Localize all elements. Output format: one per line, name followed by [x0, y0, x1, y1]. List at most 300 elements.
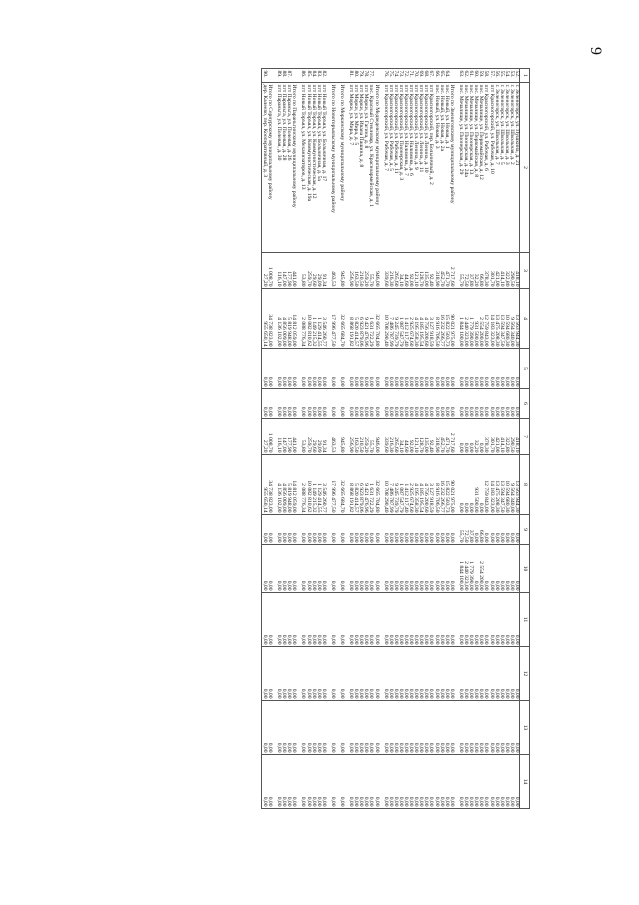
value-cell: 463,53: [330, 253, 335, 289]
value-cell: 0,00: [281, 593, 286, 647]
value-cell: 0,00: [434, 701, 439, 755]
value-cell: 0,00: [373, 593, 378, 647]
value-cell: 0,00: [483, 647, 488, 701]
value-cell: 0,00: [408, 755, 413, 809]
value-cell: 0,00: [373, 755, 378, 809]
value-cell: 0,00: [418, 545, 423, 593]
value-cell: 946,00: [373, 419, 378, 455]
value-cell: 0,00: [363, 545, 368, 593]
value-cell: 0,00: [423, 545, 428, 593]
value-cell: 10 594 680,30: [504, 289, 509, 349]
value-cell: 301,70: [488, 253, 493, 289]
value-cell: 32 665 704,80: [373, 455, 378, 515]
value-cell: 0,00: [403, 647, 408, 701]
value-cell: 0,00: [363, 389, 368, 419]
value-cell: 66,80: [478, 253, 483, 289]
value-cell: 0,00: [281, 349, 286, 389]
value-cell: 5 819 948,00: [286, 455, 291, 515]
value-cell: 0,00: [368, 545, 373, 593]
value-cell: 0,00: [353, 389, 358, 419]
value-cell: 7 486 787,99: [388, 455, 393, 515]
value-cell: 177,90: [286, 253, 291, 289]
address-cell: Итого по Медведевскому муниципальному району: [373, 83, 378, 253]
value-cell: 0,00: [434, 545, 439, 593]
table-row: [276, 69, 281, 809]
value-cell: 0,00: [393, 647, 398, 701]
value-cell: 339,60: [383, 253, 388, 289]
value-cell: 2 717,60: [449, 253, 454, 289]
value-cell: 0,00: [458, 389, 463, 419]
value-cell: 177,90: [286, 419, 291, 455]
value-cell: 339,60: [383, 419, 388, 455]
value-cell: 0,00: [514, 515, 520, 545]
value-cell: 0,00: [286, 593, 291, 647]
value-cell: 13 475 208,30: [494, 289, 499, 349]
value-cell: 0,00: [473, 545, 478, 593]
value-cell: 0,00: [449, 389, 454, 419]
value-cell: 1 087 547,79: [398, 289, 403, 349]
value-cell: 0,00: [449, 349, 454, 389]
value-cell: 0,00: [393, 349, 398, 389]
address-cell: пгт Красногорский, ул. Ленина, д. 9: [413, 83, 418, 253]
row-number-cell: 86.: [300, 69, 305, 83]
value-cell: 27,20: [261, 253, 267, 289]
address-cell: Итого по Моркинскому муниципальному району: [339, 83, 344, 253]
value-cell: 0,00: [403, 389, 408, 419]
value-cell: 0,00: [300, 389, 305, 419]
value-cell: 44,60: [403, 253, 408, 289]
address-cell: пгт Красногорский, ул. Налимова, д. 7: [403, 83, 408, 253]
value-cell: 0,00: [439, 389, 444, 419]
address-cell: Итого по Параньгинскому муниципальному району: [291, 83, 296, 253]
value-cell: 2 554 200,00: [478, 289, 483, 349]
row-number-cell: [335, 69, 339, 83]
value-cell: 0,00: [353, 701, 358, 755]
value-cell: 0,00: [353, 755, 358, 809]
value-cell: 0,00: [368, 389, 373, 419]
value-cell: 0,00: [300, 545, 305, 593]
value-cell: 0,00: [358, 647, 363, 701]
value-cell: 1 779 390,00: [468, 289, 473, 349]
value-cell: 0,00: [444, 701, 449, 755]
value-cell: 0,00: [339, 349, 344, 389]
column-header: 7: [520, 419, 530, 455]
value-cell: 0,00: [276, 389, 281, 419]
value-cell: 0,00: [483, 545, 488, 593]
row-number-cell: 62.: [463, 69, 468, 83]
value-cell: 0,00: [388, 701, 393, 755]
value-cell: 0,00: [276, 545, 281, 593]
value-cell: 0,00: [413, 349, 418, 389]
value-cell: 4 756 200,60: [423, 455, 428, 515]
value-cell: 0,00: [300, 755, 305, 809]
value-cell: 147,00: [281, 419, 286, 455]
value-cell: 3 546 260,77: [321, 289, 326, 349]
value-cell: 0,00: [353, 545, 358, 593]
row-number-cell: 68.: [423, 69, 428, 83]
row-number-cell: 79.: [358, 69, 363, 83]
address-cell: пос. Новый, ул. Новая, д. 3: [434, 83, 439, 253]
value-cell: 0,00: [473, 755, 478, 809]
value-cell: 0,00: [339, 389, 344, 419]
value-cell: 29,60: [311, 419, 316, 455]
value-cell: 0,00: [316, 389, 321, 419]
value-cell: 72,50: [463, 515, 468, 545]
value-cell: 163,50: [353, 419, 358, 455]
value-cell: 121,10: [413, 419, 418, 455]
value-cell: 0,00: [473, 593, 478, 647]
value-cell: 0,00: [478, 349, 483, 389]
value-cell: 0,00: [368, 755, 373, 809]
value-cell: 44,60: [403, 419, 408, 455]
value-cell: 0,00: [388, 755, 393, 809]
value-cell: 0,00: [358, 349, 363, 389]
row-number-cell: 87.: [286, 69, 291, 83]
value-cell: 0,00: [514, 701, 520, 755]
value-cell: 0,00: [398, 349, 403, 389]
value-cell: 5 820 414,57: [353, 455, 358, 515]
value-cell: 0,00: [398, 515, 403, 545]
row-number-cell: 55.: [499, 69, 504, 83]
value-cell: 931 500,00: [473, 289, 478, 349]
value-cell: 0,00: [478, 647, 483, 701]
value-cell: 0,00: [383, 647, 388, 701]
value-cell: 9 564 340,00: [509, 289, 514, 349]
value-cell: 2 440 323,00: [463, 545, 468, 593]
value-cell: 955 650,14: [261, 455, 267, 515]
value-cell: 0,00: [478, 701, 483, 755]
address-cell: пгт Морки, ул. Мира, д. 7: [348, 83, 353, 253]
value-cell: 0,00: [373, 545, 378, 593]
column-header: 6: [520, 389, 530, 419]
address-cell: пгт Новый Торъял, ул. Механизаторов, д. 13: [300, 83, 305, 253]
row-number-cell: 52.: [514, 69, 520, 83]
value-cell: 0,00: [439, 701, 444, 755]
value-cell: 116,10: [276, 419, 281, 455]
value-cell: 0,00: [428, 389, 433, 419]
value-cell: 1 149 215,32: [311, 455, 316, 515]
value-cell: 0,00: [468, 455, 473, 515]
value-cell: 1 412 117,40: [403, 289, 408, 349]
value-cell: 14 812 059,00: [291, 289, 296, 349]
value-cell: 0,00: [373, 389, 378, 419]
value-cell: 0,00: [373, 701, 378, 755]
value-cell: 0,00: [368, 593, 373, 647]
value-cell: 0,00: [267, 701, 272, 755]
value-cell: 1 129 414,55: [316, 455, 321, 515]
value-cell: 0,00: [413, 701, 418, 755]
column-header: 8: [520, 455, 530, 515]
value-cell: 0,00: [439, 349, 444, 389]
value-cell: 0,00: [300, 593, 305, 647]
row-number-cell: [330, 69, 335, 83]
row-number-cell: 57.: [488, 69, 493, 83]
value-cell: 0,00: [393, 515, 398, 545]
address-cell: пгт Красногорский, пер. Больничный, д. 2: [428, 83, 433, 253]
row-number-cell: 85.: [305, 69, 310, 83]
value-cell: 0,00: [428, 647, 433, 701]
row-number-cell: 64.: [444, 69, 449, 83]
address-cell: дер. Калеево, пер. Кооперативный, д. 3: [261, 83, 267, 253]
value-cell: 0,00: [383, 515, 388, 545]
value-cell: 0,00: [383, 349, 388, 389]
value-cell: 1 779 390,00: [468, 545, 473, 593]
value-cell: 0,00: [488, 389, 493, 419]
value-cell: 0,00: [348, 389, 353, 419]
value-cell: 0,00: [321, 389, 326, 419]
value-cell: 2 088 776,34: [300, 289, 305, 349]
value-cell: 0,00: [468, 389, 473, 419]
value-cell: 0,00: [403, 593, 408, 647]
value-cell: 0,00: [488, 701, 493, 755]
value-cell: 0,00: [305, 701, 310, 755]
value-cell: 414,10: [499, 419, 504, 455]
value-cell: 1 008,70: [267, 419, 272, 455]
table-row: [291, 69, 296, 809]
value-cell: 0,00: [463, 647, 468, 701]
address-cell: пос. Мочалище, ул. Пионерская, д. 13: [468, 83, 473, 253]
value-cell: 0,00: [428, 593, 433, 647]
value-cell: 0,00: [291, 389, 296, 419]
value-cell: 2 554 200,00: [478, 545, 483, 593]
row-number-cell: [379, 69, 383, 83]
column-header: 3: [520, 253, 530, 289]
address-cell: пгт Красногорский, ул. Ленина, д. 11: [418, 83, 423, 253]
value-cell: 14 812 059,00: [291, 455, 296, 515]
value-cell: 0,00: [473, 389, 478, 419]
value-cell: 27,20: [261, 419, 267, 455]
value-cell: 0,00: [423, 755, 428, 809]
value-cell: 0,00: [267, 389, 272, 419]
value-cell: 0,00: [398, 593, 403, 647]
value-cell: 0,00: [439, 755, 444, 809]
value-cell: 1 844 100,00: [458, 545, 463, 593]
value-cell: 0,00: [488, 593, 493, 647]
value-cell: 0,00: [463, 389, 468, 419]
value-cell: 421,00: [494, 253, 499, 289]
value-cell: 90 021 975,00: [449, 289, 454, 349]
value-cell: 55,70: [458, 515, 463, 545]
value-cell: 0,00: [483, 701, 488, 755]
address-cell: г. Зеленогорск, ул. Школьная, д. 7: [494, 83, 499, 253]
value-cell: 0,00: [348, 701, 353, 755]
table-row: [348, 69, 353, 809]
value-cell: 0,00: [444, 389, 449, 419]
value-cell: 0,00: [413, 389, 418, 419]
column-header: 14: [520, 755, 530, 809]
row-number-cell: 88.: [281, 69, 286, 83]
value-cell: 0,00: [408, 545, 413, 593]
value-cell: 0,00: [353, 515, 358, 545]
value-cell: 0,00: [413, 593, 418, 647]
row-number-cell: 77.: [368, 69, 373, 83]
value-cell: 0,00: [509, 701, 514, 755]
value-cell: 0,00: [504, 755, 509, 809]
value-cell: 0,00: [504, 701, 509, 755]
value-cell: 0,00: [348, 593, 353, 647]
value-cell: 0,00: [300, 515, 305, 545]
value-cell: 0,00: [267, 647, 272, 701]
value-cell: 0,00: [363, 701, 368, 755]
value-cell: 0,00: [330, 647, 335, 701]
value-cell: 5 820 414,57: [353, 289, 358, 349]
value-cell: 0,00: [403, 515, 408, 545]
value-cell: 0,00: [286, 647, 291, 701]
value-cell: 0,00: [468, 349, 473, 389]
address-cell: пгт Параньга, ул. Полевая, д. 30: [276, 83, 281, 253]
value-cell: 32,20: [473, 419, 478, 455]
value-cell: 0,00: [383, 755, 388, 809]
table-row: [488, 69, 493, 809]
value-cell: 0,00: [353, 593, 358, 647]
value-cell: 0,00: [267, 755, 272, 809]
value-cell: 0,00: [434, 349, 439, 389]
value-cell: 0,00: [276, 701, 281, 755]
value-cell: 322,80: [504, 253, 509, 289]
row-number-cell: 81.: [348, 69, 353, 83]
value-cell: 90 021 975,00: [449, 455, 454, 515]
value-cell: 0,00: [363, 755, 368, 809]
value-cell: 55,70: [458, 253, 463, 289]
value-cell: 135,00: [423, 419, 428, 455]
value-cell: 0,00: [504, 349, 509, 389]
value-cell: 265,60: [393, 419, 398, 455]
value-cell: 0,00: [261, 755, 267, 809]
value-cell: 0,00: [286, 545, 291, 593]
column-header: 12: [520, 647, 530, 701]
address-cell: пгт Параньга, ул. Полевая, д. 28: [281, 83, 286, 253]
value-cell: 7 486 787,99: [388, 289, 393, 349]
row-number-cell: 80.: [353, 69, 358, 83]
value-cell: 322,80: [504, 419, 509, 455]
value-cell: 0,00: [305, 593, 310, 647]
value-cell: 463,53: [330, 419, 335, 455]
value-cell: 1 149 215,32: [311, 289, 316, 349]
value-cell: 0,00: [478, 455, 483, 515]
value-cell: 256,90: [348, 419, 353, 455]
value-cell: 29,60: [311, 253, 316, 289]
value-cell: 0,00: [316, 647, 321, 701]
value-cell: 29,09: [316, 253, 321, 289]
value-cell: 955 650,14: [261, 289, 267, 349]
value-cell: 4 856 009,00: [281, 289, 286, 349]
value-cell: 0,00: [444, 545, 449, 593]
value-cell: 32 665 704,80: [373, 289, 378, 349]
value-cell: 9 245 739,79: [393, 289, 398, 349]
value-cell: 4 136 102,00: [276, 455, 281, 515]
value-cell: 0,00: [478, 389, 483, 419]
value-cell: 32 665 684,70: [339, 455, 344, 515]
value-cell: 0,00: [408, 593, 413, 647]
value-cell: 0,00: [473, 349, 478, 389]
value-cell: 0,00: [300, 349, 305, 389]
value-cell: 0,00: [286, 389, 291, 419]
value-cell: 0,00: [483, 755, 488, 809]
value-cell: 4 195 358,30: [413, 455, 418, 515]
value-cell: 0,00: [339, 545, 344, 593]
value-cell: 0,00: [281, 389, 286, 419]
value-cell: 0,00: [330, 515, 335, 545]
value-cell: 945,80: [339, 253, 344, 289]
value-cell: 37,80: [468, 515, 473, 545]
value-cell: 92,40: [428, 253, 433, 289]
row-number-cell: 54.: [504, 69, 509, 83]
value-cell: 92,00: [408, 419, 413, 455]
value-cell: 0,00: [458, 455, 463, 515]
value-cell: 0,00: [449, 647, 454, 701]
value-cell: 0,00: [330, 593, 335, 647]
value-cell: 471,70: [444, 419, 449, 455]
value-cell: 0,00: [305, 755, 310, 809]
value-cell: 0,00: [403, 349, 408, 389]
value-cell: 0,00: [358, 701, 363, 755]
value-cell: 0,00: [428, 349, 433, 389]
value-cell: 8 868 191,82: [348, 289, 353, 349]
value-cell: 0,00: [311, 515, 316, 545]
value-cell: 66,80: [478, 515, 483, 545]
row-number-cell: 65.: [439, 69, 444, 83]
value-cell: 1 008,70: [267, 253, 272, 289]
address-cell: пос. Мочалище, ул. Первомайская, д. 8: [473, 83, 478, 253]
value-cell: 0,00: [439, 593, 444, 647]
value-cell: 0,00: [291, 349, 296, 389]
value-cell: 8 916 706,50: [434, 289, 439, 349]
value-cell: 0,00: [281, 701, 286, 755]
value-cell: 0,00: [514, 647, 520, 701]
value-cell: 0,00: [403, 755, 408, 809]
value-cell: 163,50: [353, 253, 358, 289]
address-cell: пос. Красный Стекловар, ул. Красноармейская, д. 1: [368, 83, 373, 253]
value-cell: 0,00: [408, 515, 413, 545]
value-cell: 0,00: [291, 701, 296, 755]
address-cell: пос. Мочалище, ул. Первомайская, д. 12: [478, 83, 483, 253]
value-cell: 9 421 476,96: [363, 289, 368, 349]
value-cell: 0,00: [473, 515, 478, 545]
address-cell: пгт Красногорский, ул. Ленина, д. 10: [423, 83, 428, 253]
value-cell: 1 631 722,29: [368, 289, 373, 349]
address-cell: пгт Красногорский, ул. Пионерская, д. 3: [398, 83, 403, 253]
value-cell: 0,00: [418, 593, 423, 647]
value-cell: 0,00: [305, 349, 310, 389]
value-cell: 0,00: [483, 593, 488, 647]
row-number-cell: 89.: [276, 69, 281, 83]
row-number-cell: 63.: [458, 69, 463, 83]
value-cell: 0,00: [488, 349, 493, 389]
value-cell: 301,70: [488, 419, 493, 455]
value-cell: 0,00: [330, 389, 335, 419]
value-cell: 0,00: [398, 701, 403, 755]
value-cell: 9 564 340,00: [509, 455, 514, 515]
value-cell: 0,00: [509, 755, 514, 809]
table-row: [483, 69, 488, 809]
table-row: [434, 69, 439, 809]
address-cell: г. Зеленогорск, ул. Школьная, д. 2: [509, 83, 514, 253]
value-cell: 0,00: [494, 545, 499, 593]
value-cell: 0,00: [393, 389, 398, 419]
row-number-cell: 61.: [468, 69, 473, 83]
address-cell: пгт Красногорский, ул. Рабочая, д. 10: [488, 83, 493, 253]
table-row: [383, 69, 388, 809]
value-cell: 0,00: [291, 515, 296, 545]
value-cell: 0,00: [494, 593, 499, 647]
value-cell: 121,10: [413, 253, 418, 289]
value-cell: 0,00: [418, 515, 423, 545]
value-cell: 0,00: [330, 701, 335, 755]
value-cell: 0,00: [267, 515, 272, 545]
value-cell: 0,00: [311, 349, 316, 389]
data-table: [261, 68, 530, 809]
value-cell: 0,00: [509, 647, 514, 701]
